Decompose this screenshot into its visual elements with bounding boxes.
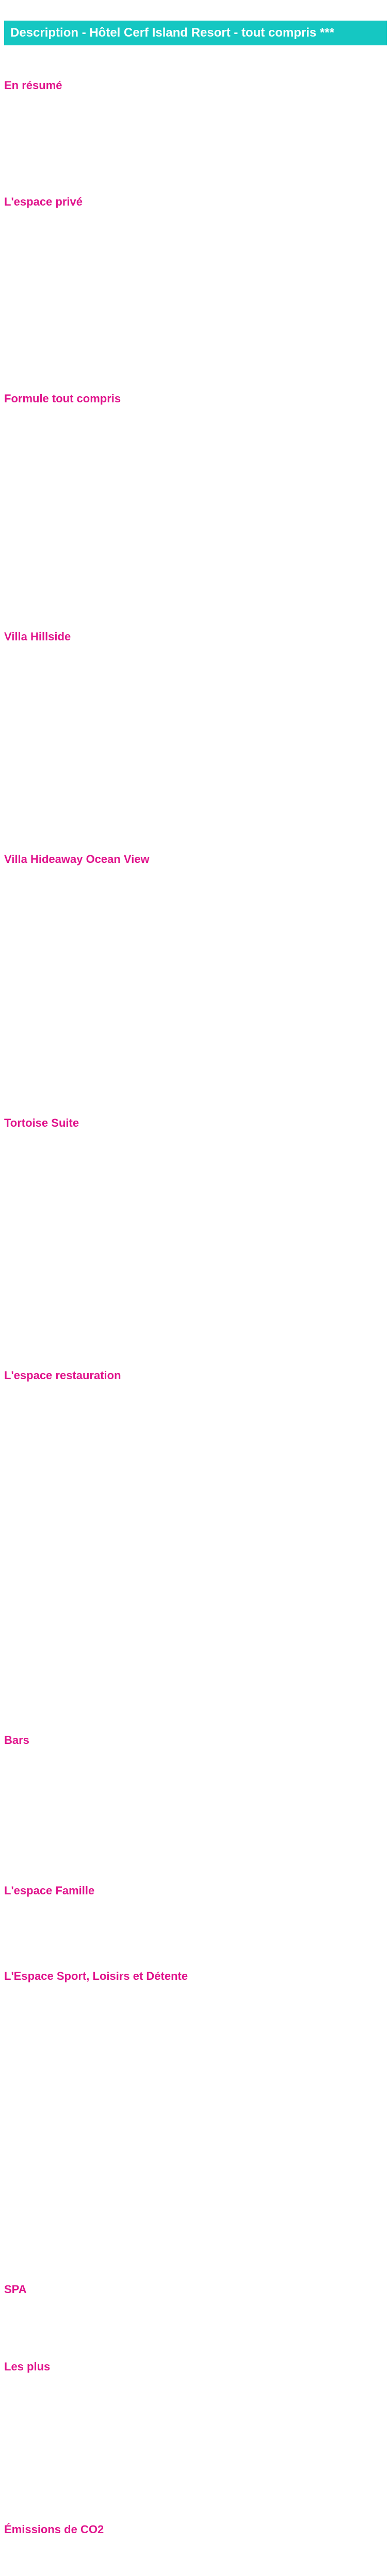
section-heading-bars: Bars: [4, 1734, 29, 1747]
section-heading-les-plus: Les plus: [4, 2360, 51, 2373]
section-body-espace-prive: [4, 214, 387, 381]
section-heading-espace-restauration: L'espace restauration: [4, 1369, 121, 1382]
section-heading-spa: SPA: [4, 2283, 27, 2296]
page-banner: Description - Hôtel Cerf Island Resort - tout compris ***: [4, 21, 387, 45]
section-heading-emissions-co2: Émissions de CO2: [4, 2523, 104, 2536]
section-body-emissions-co2: [4, 2542, 387, 2576]
section-body-espace-famille: [4, 1903, 387, 1957]
section-heading-en-resume: En résumé: [4, 79, 62, 92]
section-body-en-resume: [4, 98, 387, 199]
section-body-les-plus: [4, 2379, 387, 2511]
section-body-villa-hideaway-ocean-view: [4, 872, 387, 1099]
section-body-formule-tout-compris: [4, 411, 387, 618]
section-heading-espace-sport: L'Espace Sport, Loisirs et Détente: [4, 1970, 188, 1982]
section-heading-espace-prive: L'espace privé: [4, 195, 83, 208]
section-heading-espace-famille: L'espace Famille: [4, 1884, 95, 1897]
section-body-villa-hillside: [4, 649, 387, 832]
section-body-spa: [4, 2302, 387, 2345]
section-heading-villa-hideaway-ocean-view: Villa Hideaway Ocean View: [4, 853, 150, 866]
section-heading-tortoise-suite: Tortoise Suite: [4, 1116, 79, 1129]
section-body-espace-restauration: [4, 1388, 387, 1726]
section-body-tortoise-suite: [4, 1136, 387, 1337]
section-heading-formule-tout-compris: Formule tout compris: [4, 392, 121, 405]
section-heading-villa-hillside: Villa Hillside: [4, 630, 71, 643]
section-body-espace-sport: [4, 1989, 387, 2267]
section-body-bars: [4, 1753, 387, 1867]
